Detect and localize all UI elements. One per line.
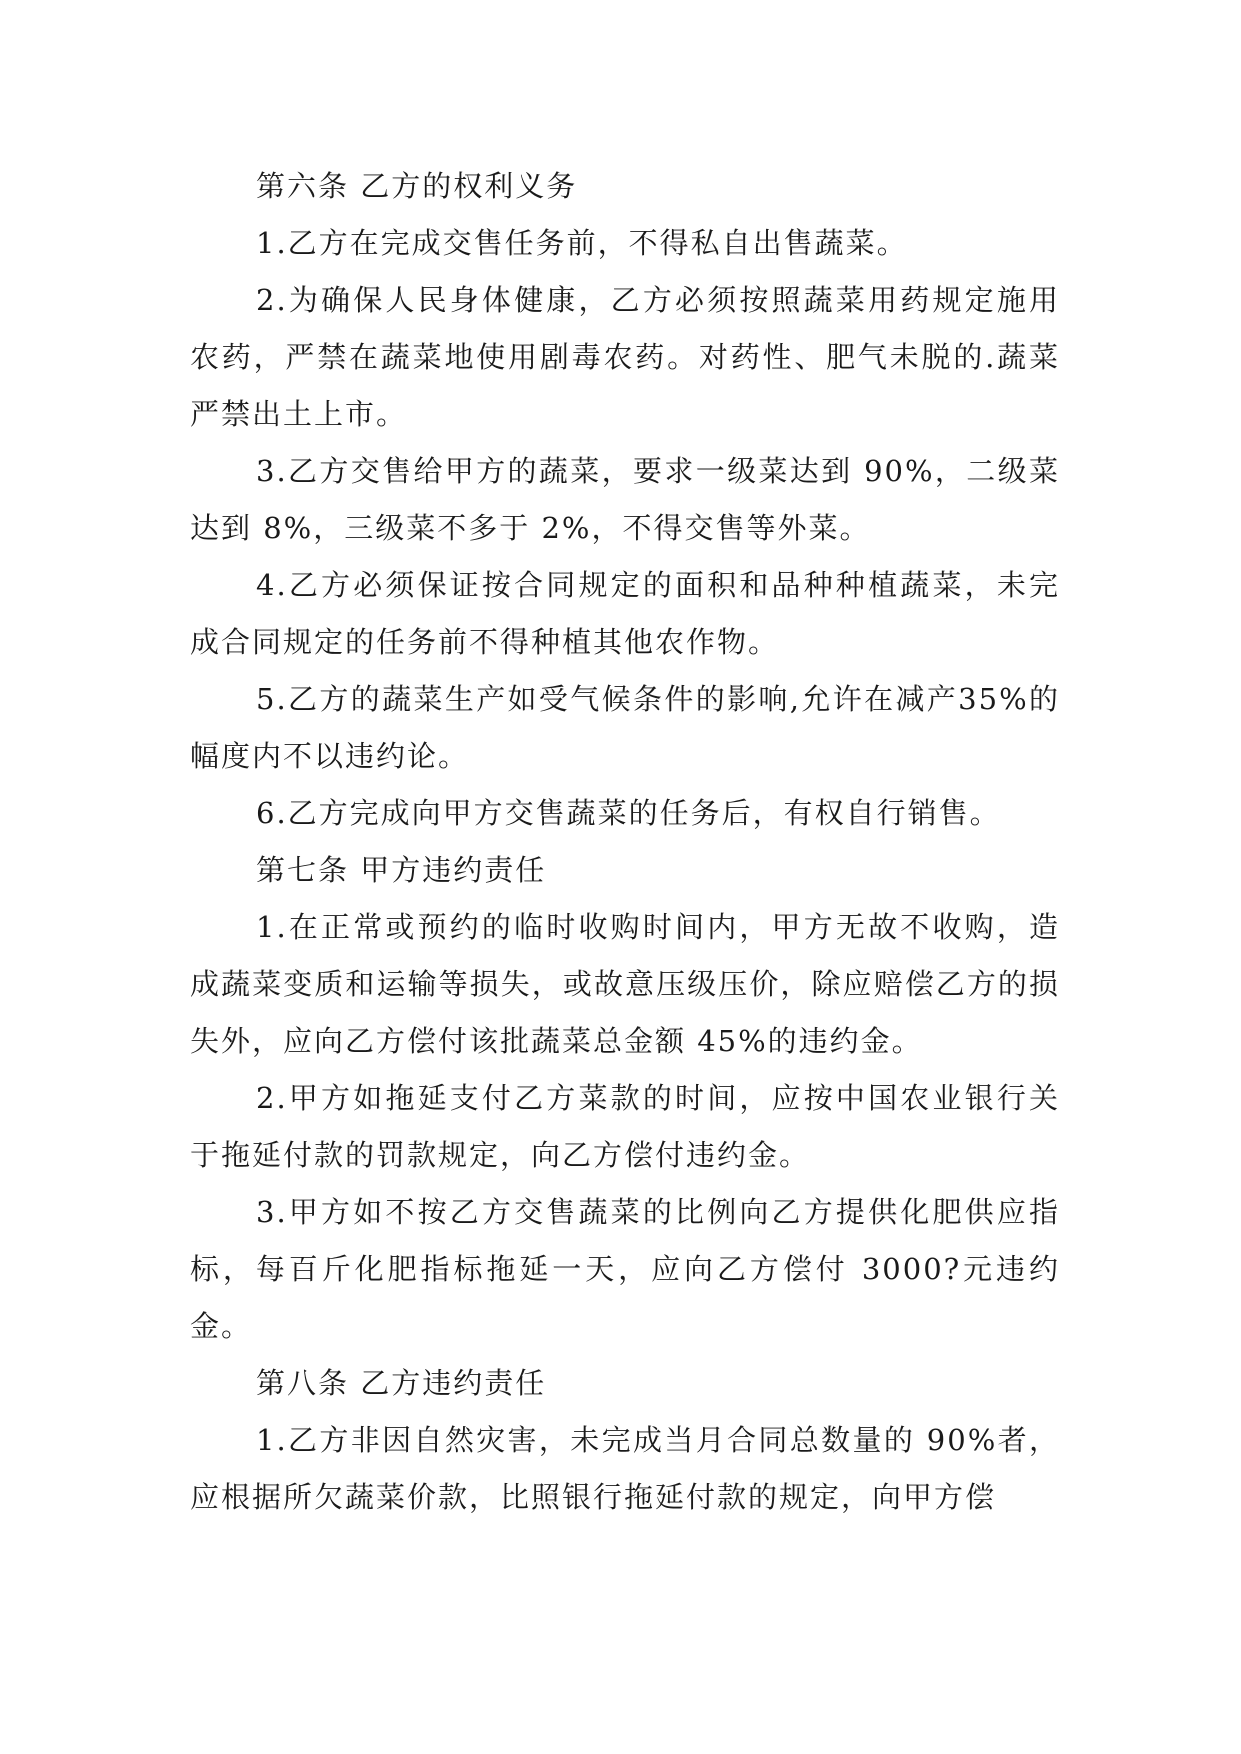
article-7-clause-1: 1.在正常或预约的临时收购时间内，甲方无故不收购，造成蔬菜变质和运输等损失，或故意压级压价，除应赔偿乙方的损失外，应向乙方偿付该批蔬菜总金额 45%的违约金。 [190, 910, 1060, 1058]
article-6-clause-6: 6.乙方完成向甲方交售蔬菜的任务后，有权自行销售。 [256, 796, 1001, 830]
article-8-clause-1: 1.乙方非因自然灾害，未完成当月合同总数量的 90%者，应根据所欠蔬菜价款，比照银行拖延付款的规定，向甲方偿 [190, 1423, 1060, 1514]
article-8-heading: 第八条 乙方违约责任 [256, 1366, 547, 1400]
article-7-heading: 第七条 甲方违约责任 [256, 853, 547, 887]
article-7-clause-3: 3.甲方如不按乙方交售蔬菜的比例向乙方提供化肥供应指标，每百斤化肥指标拖延一天，应向乙方偿付 3000?元违约金。 [190, 1195, 1060, 1343]
article-7-clause-2: 2.甲方如拖延支付乙方菜款的时间，应按中国农业银行关于拖延付款的罚款规定，向乙方偿付违约金。 [190, 1081, 1060, 1172]
document-body [190, 158, 1060, 1526]
article-6-clause-2: 2.为确保人民身体健康，乙方必须按照蔬菜用药规定施用农药，严禁在蔬菜地使用剧毒农药。对药性、肥气未脱的.蔬菜严禁出土上市。 [190, 283, 1060, 431]
article-6-heading: 第六条 乙方的权利义务 [256, 169, 578, 203]
article-6-clause-3: 3.乙方交售给甲方的蔬菜，要求一级菜达到 90%，二级菜达到 8%，三级菜不多于 2%，不得交售等外菜。 [190, 454, 1060, 545]
article-6-clause-5: 5.乙方的蔬菜生产如受气候条件的影响,允许在减产35%的幅度内不以违约论。 [190, 682, 1060, 773]
article-6-clause-1: 1.乙方在完成交售任务前，不得私自出售蔬菜。 [256, 226, 908, 260]
article-6-clause-4: 4.乙方必须保证按合同规定的面积和品种种植蔬菜，未完成合同规定的任务前不得种植其他农作物。 [190, 568, 1060, 659]
